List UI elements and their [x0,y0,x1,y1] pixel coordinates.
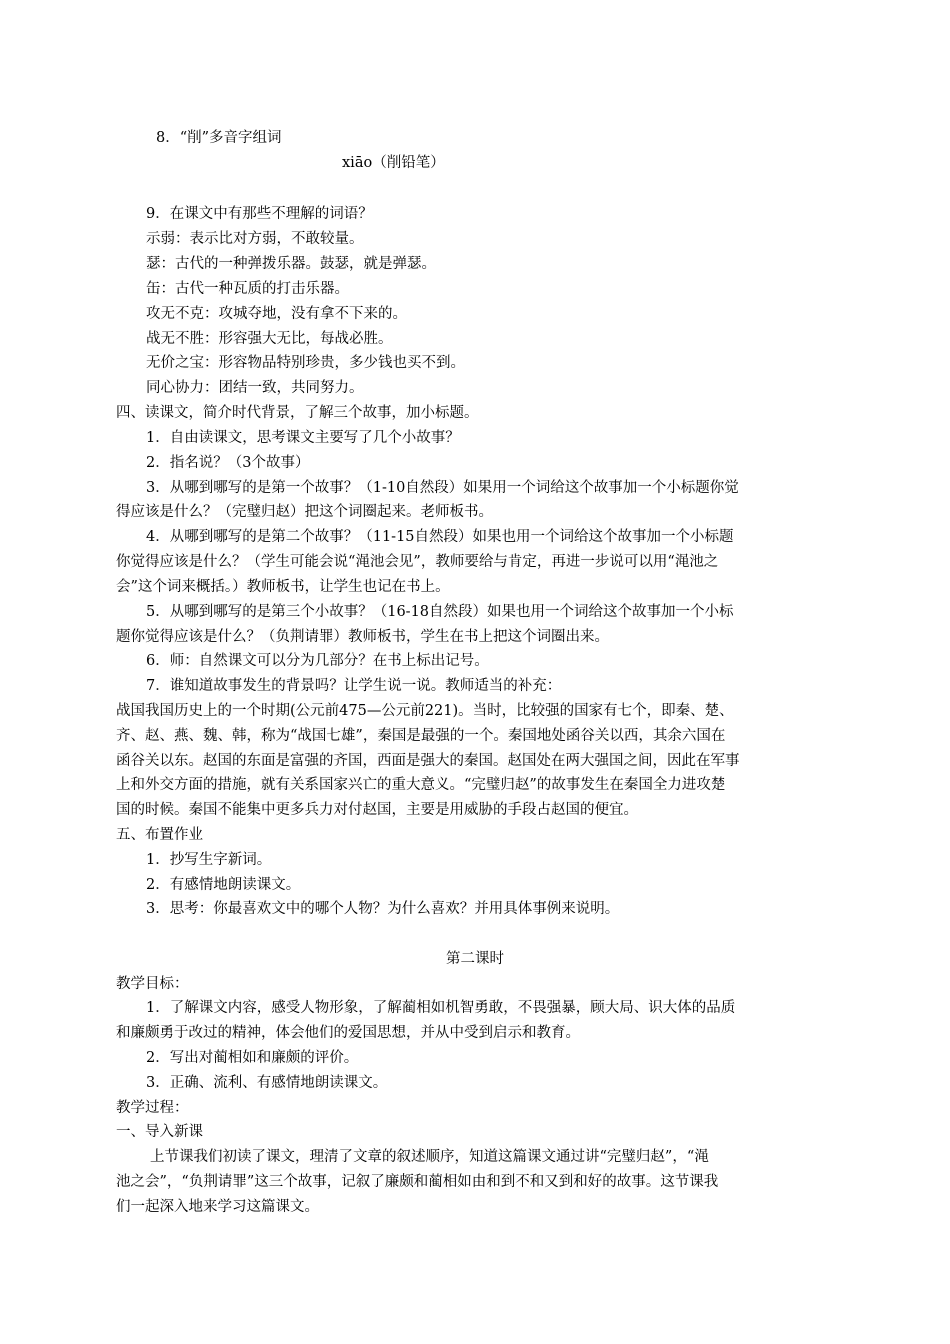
item-9: 9．在课文中有那些不理解的词语？ [146,206,373,222]
section-4-item: 6．师：自然课文可以分为几部分？在书上标出记号。 [146,653,489,669]
goals-label: 教学目标： [116,976,189,992]
section-4-heading: 四、读课文，简介时代背景，了解三个故事，加小标题。 [116,405,479,421]
homework-item: 3．思考：你最喜欢文中的哪个人物？为什么喜欢？并用具体事例来说明。 [146,901,620,917]
homework-item: 1．抄写生字新词。 [146,852,272,868]
goal-item-cont: 和廉颇勇于改过的精神，体会他们的爱国思想，并从中受到启示和教育。 [116,1025,580,1041]
glossary-entry: 示弱：表示比对方弱，不敢较量。 [146,231,364,247]
glossary-entry: 缶：古代一种瓦质的打击乐器。 [146,281,349,297]
glossary-entry: 同心协力：团结一致，共同努力。 [146,380,364,396]
background-text: 上和外交方面的措施，就有关系国家兴亡的重大意义。“完璧归赵”的故事发生在秦国全力进攻楚 [116,777,726,793]
section-4-item: 1．自由读课文，思考课文主要写了几个小故事？ [146,430,460,446]
section-4-item: 3．从哪到哪写的是第一个故事？（1-10自然段）如果用一个词给这个故事加一个小标题你觉 [146,480,739,496]
intro-text: 池之会”，“负荆请罪”这三个故事，记叙了廉颇和蔺相如由和到不和又到和好的故事。这节课我 [116,1174,719,1190]
lesson-2-title: 第二课时 [446,951,504,967]
section-4-item-cont: 题你觉得应该是什么？（负荆请罪）教师板书，学生在书上把这个词圈出来。 [116,629,609,645]
goal-item: 2．写出对蔺相如和廉颇的评价。 [146,1050,359,1066]
section-4-item: 4．从哪到哪写的是第二个故事？（11-15自然段）如果也用一个词给这个故事加一个小标题 [146,529,734,545]
section-4-item: 7．谁知道故事发生的背景吗？让学生说一说。教师适当的补充： [146,678,562,694]
background-text: 齐、赵、燕、魏、韩，称为“战国七雄”，秦国是最强的一个。秦国地处函谷关以西，其余六国在 [116,728,726,744]
section-5-heading: 五、布置作业 [116,827,203,843]
glossary-entry: 瑟：古代的一种弹拨乐器。鼓瑟，就是弹瑟。 [146,256,436,272]
background-text: 战国我国历史上的一个时期(公元前475—公元前221)。当时，比较强的国家有七个，即秦、楚、 [116,703,734,719]
goal-item: 3．正确、流利、有感情地朗读课文。 [146,1075,388,1091]
intro-text: 们一起深入地来学习这篇课文。 [116,1199,319,1215]
homework-item: 2．有感情地朗读课文。 [146,877,301,893]
item-8: 8．“削”多音字组词 [156,130,282,146]
glossary-entry: 战无不胜：形容强大无比，每战必胜。 [146,331,393,347]
section-4-item-cont: 得应该是什么？（完璧归赵）把这个词圈起来。老师板书。 [116,504,493,520]
background-text: 函谷关以东。赵国的东面是富强的齐国，西面是强大的秦国。赵国处在两大强国之间，因此在军事 [116,753,740,769]
process-label: 教学过程： [116,1100,189,1116]
section-4-item-cont: 会”这个词来概括。）教师板书，让学生也记在书上。 [116,579,450,595]
intro-heading: 一、导入新课 [116,1124,203,1140]
glossary-entry: 攻无不克：攻城夺地，没有拿不下来的。 [146,306,407,322]
item-8-pinyin: xiāo（削铅笔） [342,155,445,171]
intro-text: 上节课我们初读了课文，理清了文章的叙述顺序，知道这篇课文通过讲“完璧归赵”，“渑 [150,1149,709,1165]
section-4-item: 2．指名说？（3个故事） [146,455,310,471]
glossary-entry: 无价之宝：形容物品特别珍贵，多少钱也买不到。 [146,355,465,371]
section-4-item: 5．从哪到哪写的是第三个小故事？（16-18自然段）如果也用一个词给这个故事加一个小标 [146,604,734,620]
section-4-item-cont: 你觉得应该是什么？（学生可能会说“渑池会见”，教师要给与肯定，再进一步说可以用“渑池之 [116,554,719,570]
background-text: 国的时候。秦国不能集中更多兵力对付赵国，主要是用威胁的手段占赵国的便宜。 [116,802,638,818]
goal-item: 1．了解课文内容，感受人物形象，了解蔺相如机智勇敢，不畏强暴，顾大局、识大体的品质 [146,1000,736,1016]
